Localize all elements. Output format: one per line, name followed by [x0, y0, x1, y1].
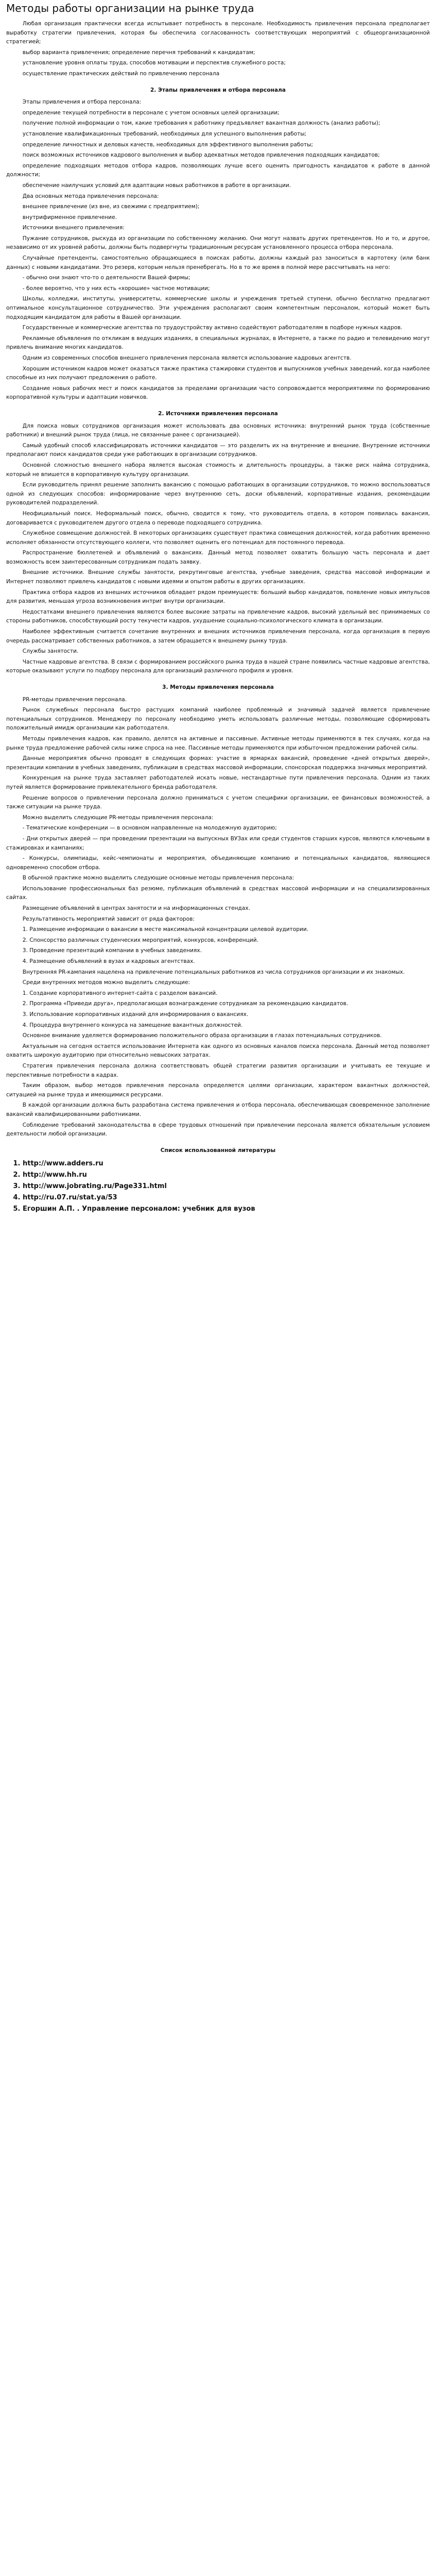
body-paragraph: Службы занятости.	[22, 648, 79, 655]
body-paragraph: 1. Размещение информации о вакансии в месте максимальной концентрации целевой аудитории.	[22, 926, 309, 933]
intro-paragraph: Любая организация практически всегда испытывает потребность в персонале. Необходимость привлечения персонала предполагает выработку стратегии привлечения, которая бы обеспечила согласованность соответствующих мероприятий с общеорганизационной стратегией;	[6, 21, 430, 45]
body-paragraph: Государственные и коммерческие агентства по трудоустройству активно содействуют работодателям в подборе нужных кадров.	[22, 325, 403, 331]
body-paragraph: обеспечение наилучших условий для адаптации новых работников в работе в организации.	[22, 182, 291, 189]
body-paragraph: Рекламные объявления по откликам в ведущих изданиях, в специальных журналах, в Интернете, а также по радио и телевидению могут привлечь внимание многих кандидатов.	[6, 335, 430, 351]
section-heading: 2. Этапы привлечения и отбора персонала	[150, 87, 286, 93]
body-paragraph: Одним из современных способов внешнего привлечения персонала является использование кадровых агентств.	[22, 355, 352, 361]
body-paragraph: Два основных метода привлечения персонала:	[22, 193, 159, 199]
body-paragraph: Школы, колледжи, институты, университеты, коммерческие школы и учреждения третьей ступени, обычно бесплатно предлагают оптимальное консультационное сотрудничество. Эти учреждения располагают своим компетентным персоналом, который может быть подходящим кандидатом для работы в Вашей организации.	[6, 296, 430, 320]
body-paragraph: определение текущей потребности в персонале с учетом основных целей организации;	[22, 109, 280, 116]
body-paragraph: Пужание сотрудников, рыскуда из организации по собственному желанию. Они могут назвать других претендентов. Но и то, и другое, независимо от их уровней работы, должны быть подвергнуты традиционным ресурсам установленного процесса отбора персонала.	[6, 235, 430, 251]
body-paragraph: Создание новых рабочих мест и поиск кандидатов за пределами организации часто сопровождается мероприятиями по формированию корпоративной культуры и адаптации новичков.	[6, 385, 430, 401]
body-paragraph: Конкуренция на рынке труда заставляет работодателей искать новые, нестандартные пути привлечения персонала. Одним из таких путей является формирование привлекательного бренда работодателя.	[6, 775, 430, 790]
intro-paragraph: установление уровня оплаты труда, способов мотивации и перспектив служебного роста;	[22, 60, 286, 66]
body-paragraph: Если руководитель принял решение заполнить вакансию с помощью работающих в организации сотрудников, то можно воспользоваться одной из следующих способов: информирование через внутреннюю сеть, доски объявлений, корпоративные издания, рекомендации руководителей подразделений.	[6, 482, 430, 506]
body-paragraph: Можно выделить следующие PR-методы привлечения персонала:	[22, 814, 214, 821]
body-paragraph: Практика отбора кадров из внешних источников обладает рядом преимуществ: больший выбор кандидатов, появление новых импульсов для развития, меньшая угроза возникновения интриг внутри организации.	[6, 589, 430, 605]
body-paragraph: Самый удобный способ классифицировать источники кандидатов — это разделить их на внутренние и внешние. Внутренние источники предполагают поиск кандидатов среди уже работающих в организации сотрудников.	[6, 442, 430, 458]
body-paragraph: - более вероятно, что у них есть «хорошие» частное мотивации;	[22, 285, 210, 292]
references-list	[6, 1158, 430, 1215]
intro-paragraph: осуществление практических действий по привлечению персонала	[22, 70, 220, 77]
body-paragraph: Основное внимание уделяется формированию положительного образа организации в глазах потенциальных сотрудников.	[22, 1032, 382, 1039]
body-paragraph: Использование профессиональных баз резюме, публикация объявлений в средствах массовой информации и на специализированных сайтах.	[6, 885, 430, 901]
body-paragraph: Основной сложностью внешнего набора является высокая стоимость и длительность процедуры, а также риск найма сотрудника, который не впишется в корпоративную культуру организации.	[6, 462, 430, 478]
body-paragraph: внешнее привлечение (из вне, из свежими с предприятием);	[22, 204, 200, 210]
body-paragraph: определение личностных и деловых качеств, необходимых для эффективного выполнения работы;	[22, 141, 313, 148]
body-paragraph: Наиболее эффективным считается сочетание внутренних и внешних источников привлечения персонала, когда организация в первую очередь рассматривает собственных работников, а затем обращается к внешнему рынку труда.	[6, 629, 430, 644]
body-paragraph: Стратегия привлечения персонала должна соответствовать общей стратегии развития организации и учитывать ее текущие и перспективные потребности в кадрах.	[6, 1062, 430, 1078]
reference-item: 1. http://www.adders.ru	[23, 1158, 430, 1170]
body-paragraph: Внутренняя PR-кампания нацелена на привлечение потенциальных работников из числа сотрудников организации и их знакомых.	[22, 969, 405, 975]
body-paragraph: внутрифирменное привлечение.	[22, 214, 117, 221]
body-paragraph: Источники внешнего привлечения:	[22, 225, 125, 231]
body-paragraph: Служебное совмещение должностей. В некоторых организациях существует практика совмещения должностей, когда работник временно исполняет обязанности отсутствующего коллеги, что позволяет оценить его потенциал для постоянного перевода.	[6, 530, 430, 546]
body-paragraph: Частные кадровые агентства. В связи с формированием российского рынка труда в нашей стране появились частные кадровые агентства, которые оказывают услуги по подбору персонала для организаций различного профиля и уровня.	[6, 658, 430, 674]
body-paragraph: Рынок служебных персонала быстро растущих компаний наиболее проблемный и значимый задачей является привлечение потенциальных сотрудников. Менеджеру по персоналу необходимо уметь использовать различные методы, позволяющие сформировать положительный имидж организации как работодателя.	[6, 707, 430, 732]
body-paragraph: Размещение объявлений в центрах занятости и на информационных стендах.	[22, 905, 251, 912]
body-paragraph: установление квалификационных требований, необходимых для успешного выполнения работы;	[22, 130, 307, 137]
document-page	[0, 0, 436, 1215]
body-paragraph: Неофициальный поиск. Неформальный поиск, обычно, сводится к тому, что руководитель отдела, в котором появилась вакансия, договаривается с руководителем другого отдела о переводе подходящего сотрудника.	[6, 510, 430, 526]
body-paragraph: 4. Процедура внутреннего конкурса на замещение вакантных должностей.	[22, 1022, 243, 1028]
body-paragraph: PR-методы привлечения персонала.	[22, 696, 127, 703]
section-heading: 3. Методы привлечения персонала	[162, 684, 274, 690]
body-paragraph: - Дни открытых дверей — при проведении презентации на выпускных ВУЗах или среди студентов старших курсов, являются ключевыми в стажировках и кампаниях;	[6, 835, 430, 851]
sections-container	[6, 86, 430, 1139]
reference-item: 3. http://www.jobrating.ru/Page331.html	[23, 1181, 430, 1192]
intro-block	[6, 20, 430, 79]
body-paragraph: В обычной практике можно выделить следующие основные методы привлечения персонала:	[22, 875, 294, 882]
reference-item: 2. http://www.hh.ru	[23, 1170, 430, 1181]
body-paragraph: Среди внутренних методов можно выделить следующие:	[22, 979, 190, 986]
body-paragraph: 4. Размещение объявлений в вузах и кадровых агентствах.	[22, 958, 195, 965]
body-paragraph: Методы привлечения кадров, как правило, делятся на активные и пассивные. Активные методы применяются в тех случаях, когда на рынке труда предложение рабочей силы ниже спроса на нее. Пассивные методы применяются при избыточном предложении рабочей силы.	[6, 735, 430, 751]
body-paragraph: 1. Создание корпоративного интернет-сайта с разделом вакансий.	[22, 990, 218, 996]
body-paragraph: 2. Спонсорство различных студенческих мероприятий, конкурсов, конференций.	[22, 937, 259, 943]
body-paragraph: Хорошим источником кадров может оказаться также практика стажировки студентов и выпускников учебных заведений, когда наиболее способные из них получают предложения о работе.	[6, 365, 430, 381]
references-heading: Список использованной литературы	[160, 1147, 276, 1154]
body-paragraph: Актуальным на сегодня остается использование Интернета как одного из основных каналов поиска персонала. Данный метод позволяет охватить широкую аудиторию при относительно невысоких затратах.	[6, 1043, 430, 1059]
intro-paragraph: выбор варианта привлечения; определение перечня требований к кандидатам;	[22, 49, 255, 56]
body-paragraph: Соблюдение требований законодательства в сфере трудовых отношений при привлечении персонала является обязательным условием деятельности любой организации.	[6, 1122, 430, 1138]
body-paragraph: - Тематические конференции — в основном направленные на молодежную аудиторию;	[22, 825, 277, 832]
body-paragraph: Этапы привлечения и отбора персонала:	[22, 99, 142, 106]
body-paragraph: 3. Использование корпоративных изданий для информирования о вакансиях.	[22, 1011, 249, 1018]
body-paragraph: получение полной информации о том, какие требования к работнику предъявляет вакантная должность (анализ работы);	[22, 120, 380, 127]
body-paragraph: Таким образом, выбор методов привлечения персонала определяется целями организации, характером вакантных должностей, ситуацией на рынке труда и имеющимися ресурсами.	[6, 1082, 430, 1098]
body-paragraph: Решение вопросов о привлечении персонала должно приниматься с учетом специфики организации, ее финансовых возможностей, а также ситуации на рынке труда.	[6, 794, 430, 810]
reference-item: 4. http://ru.07.ru/stat.ya/53	[23, 1192, 430, 1204]
body-paragraph: 3. Проведение презентаций компании в учебных заведениях.	[22, 947, 202, 954]
body-paragraph: 2. Программа «Приведи друга», предполагающая вознаграждение сотрудникам за рекомендацию кандидатов.	[22, 1001, 348, 1007]
body-paragraph: Распространение бюллетеней и объявлений о вакансиях. Данный метод позволяет охватить большую часть персонала и дает возможность всем заинтересованным сотрудникам подать заявку.	[6, 550, 430, 565]
body-paragraph: - Конкурсы, олимпиады, кейс-чемпионаты и мероприятия, объединяющие компанию и потенциальных кандидатов, являющиеся одновременно способом отбора.	[6, 855, 430, 871]
body-paragraph: В каждой организации должна быть разработана система привлечения и отбора персонала, обеспечивающая своевременное заполнение вакансий квалифицированными работниками.	[6, 1102, 430, 1117]
body-paragraph: Данные мероприятия обычно проводят в следующих формах: участие в ярмарках вакансий, проведение «дней открытых дверей», презентации компании в учебных заведениях, публикации в средствах массовой информации, спонсорская поддержка значимых мероприятий.	[6, 755, 430, 771]
body-paragraph: Для поиска новых сотрудников организация может использовать два основных источника: внутренний рынок труда (собственные работники) и внешний рынок труда (лица, не связанные ранее с организацией).	[6, 422, 430, 438]
body-paragraph: Случайные претенденты, самостоятельно обращающиеся в поисках работы, должны каждый раз заноситься в картотеку (или банк данных) с новыми кандидатами. Это резерв, которым нельзя пренебрегать. Но в то же время в полной мере рассчитывать на него:	[6, 255, 430, 270]
body-paragraph: Результативность мероприятий зависит от ряда факторов:	[22, 916, 195, 922]
reference-item: 5. Егоршин А.П. . Управление персоналом: учебник для вузов	[23, 1204, 430, 1215]
body-paragraph: Внешние источники. Внешние службы занятости, рекрутинговые агентства, учебные заведения, средства массовой информации и Интернет позволяют привлечь кандидатов с новыми идеями и опытом работы в других организациях.	[6, 569, 430, 585]
body-paragraph: - обычно они знают что-то о деятельности Вашей фирмы;	[22, 275, 190, 281]
body-paragraph: определение подходящих методов отбора кадров, позволяющих лучше всего оценить пригодность кандидатов к работе в данной должности;	[6, 162, 430, 178]
body-paragraph: поиск возможных источников кадрового выполнения и выбор адекватных методов привлечения подходящих кандидатов;	[22, 152, 380, 159]
section-heading: 2. Источники привлечения персонала	[158, 410, 278, 417]
page-title: Методы работы организации на рынке труда	[6, 2, 254, 14]
body-paragraph: Недостатками внешнего привлечения являются более высокие затраты на привлечение кадров, высокий удельный вес принимаемых со стороны работников, способствующий росту текучести кадров, ухудшение социально-психологического климата в организации.	[6, 608, 430, 624]
